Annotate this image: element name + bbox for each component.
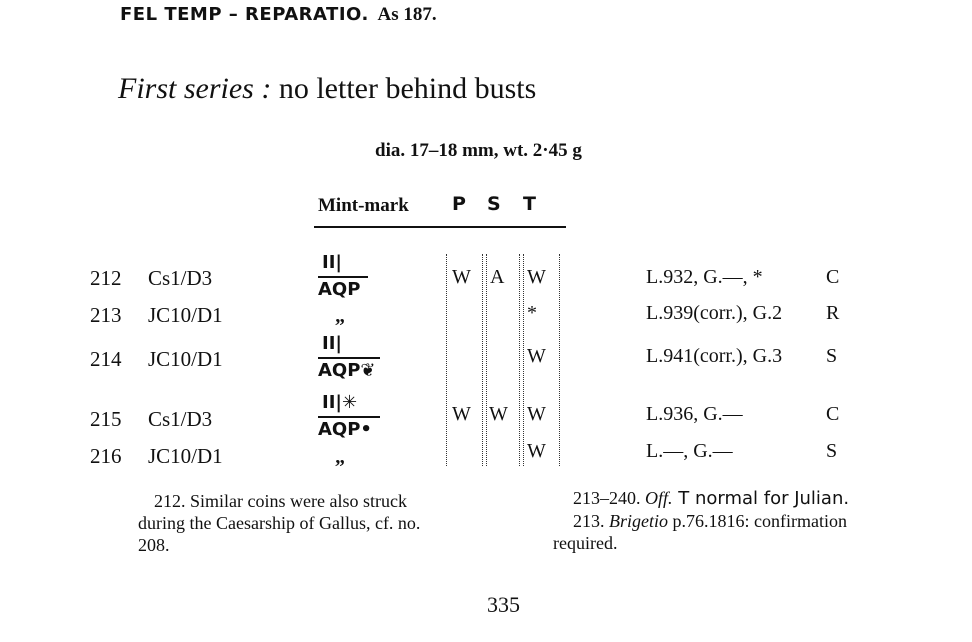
row-216-reference: L.—, G.— xyxy=(646,440,733,462)
row-214-mintmark-exergue: AQP❦ xyxy=(318,360,376,381)
note-right-line-2-text: p.76.1816: confirmation xyxy=(668,511,847,531)
row-215-mintmark-exergue: AQP• xyxy=(318,419,372,440)
row-215-reference: L.936, G.— xyxy=(646,403,743,425)
row-215-s: W xyxy=(489,403,508,425)
note-left xyxy=(138,490,524,556)
row-214-number: 214 xyxy=(90,347,122,371)
column-rule-p-left xyxy=(446,254,447,466)
header-rule xyxy=(314,226,566,228)
row-216-number: 216 xyxy=(90,444,122,468)
row-213-rarity: R xyxy=(826,302,840,324)
header-mintmark: Mint-mark xyxy=(318,195,409,216)
row-212-mintmark-exergue-line xyxy=(318,276,368,278)
note-right-line-1-off: Off. xyxy=(645,488,673,508)
row-214-t: W xyxy=(527,345,546,367)
header-t: T xyxy=(523,193,536,215)
running-head xyxy=(120,4,437,26)
row-212-p: W xyxy=(452,266,471,288)
row-214-reference: L.941(corr.), G.3 xyxy=(646,345,783,367)
column-rule-t-left xyxy=(523,254,524,466)
row-213-reference: L.939(corr.), G.2 xyxy=(646,302,783,324)
running-head-ref: As 187. xyxy=(377,4,437,25)
note-right-line-2 xyxy=(553,510,933,532)
series-heading-italic: First series : xyxy=(118,72,272,105)
note-right-line-1-text: T normal for Julian. xyxy=(672,488,850,509)
note-right-line-2-brigetio: Brigetio xyxy=(609,511,668,531)
row-216-dies: JC10/D1 xyxy=(148,444,223,468)
row-216-t: W xyxy=(527,440,546,462)
row-212-reference: L.932, G.—, * xyxy=(646,266,763,288)
row-215-dies: Cs1/D3 xyxy=(148,407,213,431)
row-215-number: 215 xyxy=(90,407,122,431)
row-214-mintmark-field: II| xyxy=(322,333,342,354)
row-212-mintmark-field: II| xyxy=(322,252,342,273)
column-rule-s-right xyxy=(519,254,520,466)
note-left-line-1: 212. Similar coins were also struck xyxy=(154,491,407,511)
row-215-mintmark-field: II|✳ xyxy=(322,392,358,413)
series-heading xyxy=(118,72,536,106)
note-left-line-3: 208. xyxy=(138,535,170,555)
column-rule-t-right xyxy=(559,254,560,466)
row-216-rarity: S xyxy=(826,440,838,462)
row-215-t: W xyxy=(527,403,546,425)
note-right xyxy=(553,487,933,554)
note-right-line-1 xyxy=(553,487,933,510)
row-214-rarity: S xyxy=(826,345,838,367)
row-212-dies: Cs1/D3 xyxy=(148,266,213,290)
row-213-t: * xyxy=(527,302,537,324)
row-214-mintmark-exergue-line xyxy=(318,357,380,359)
column-rule-p-right xyxy=(482,254,483,466)
row-213-mintmark-ditto: „ xyxy=(335,305,345,327)
note-right-line-1-number: 213–240. xyxy=(573,488,645,508)
note-left-line-2: during the Caesarship of Gallus, cf. no. xyxy=(138,513,421,533)
note-right-line-2-number: 213. xyxy=(573,511,609,531)
series-heading-text: no letter behind busts xyxy=(271,72,537,105)
row-212-mintmark-exergue: AQP xyxy=(318,279,361,300)
row-212-s: A xyxy=(490,266,505,288)
row-216-mintmark-ditto: „ xyxy=(335,446,345,468)
row-215-mintmark-exergue-line xyxy=(318,416,380,418)
column-rule-s-left xyxy=(486,254,487,466)
row-213-dies: JC10/D1 xyxy=(148,303,223,327)
header-p: P xyxy=(452,193,466,215)
row-212-t: W xyxy=(527,266,546,288)
coin-specs: dia. 17–18 mm, wt. 2·45 g xyxy=(375,140,582,161)
row-212-number: 212 xyxy=(90,266,122,290)
running-head-title: FEL TEMP – REPARATIO. xyxy=(120,4,369,25)
row-212-rarity: C xyxy=(826,266,840,288)
page-number: 335 xyxy=(487,592,520,617)
row-213-number: 213 xyxy=(90,303,122,327)
row-215-p: W xyxy=(452,403,471,425)
note-right-line-3: required. xyxy=(553,533,618,553)
row-214-dies: JC10/D1 xyxy=(148,347,223,371)
header-s: S xyxy=(487,193,501,215)
row-215-rarity: C xyxy=(826,403,840,425)
